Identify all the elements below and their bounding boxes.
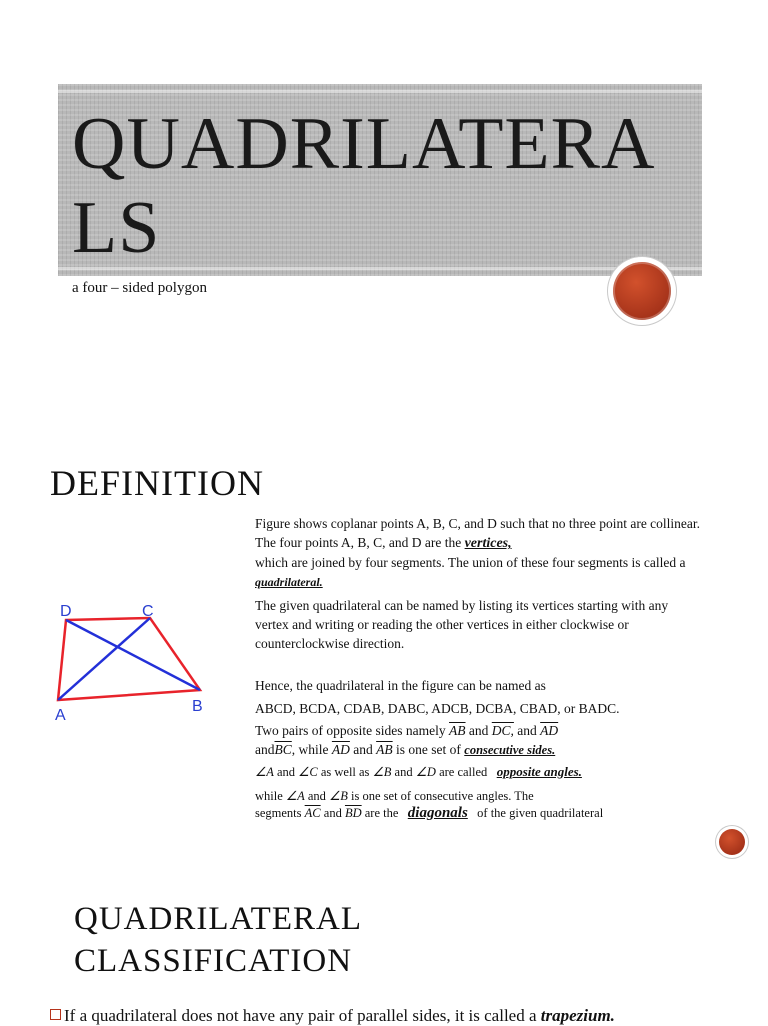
diagonal-ac xyxy=(58,618,150,700)
segment-ad-2: $\overline{AD}$ xyxy=(331,742,350,757)
slide-title: QUADRILATERALS xyxy=(72,103,656,269)
angle-d: ∠D xyxy=(415,765,436,779)
definition-paragraph-6 xyxy=(255,763,705,781)
p5-and-3: and xyxy=(255,742,275,757)
p5-while: , while xyxy=(291,742,329,757)
definition-paragraph-4: ABCD, BCDA, CDAB, DABC, ADCB, DCBA, CBAD, or BADC. xyxy=(255,701,620,716)
term-consecutive-sides: consecutive sides. xyxy=(464,743,556,757)
bullet-text: If a quadrilateral does not have any pair of parallel sides, it is called a xyxy=(64,1006,537,1025)
p5-and-4: and xyxy=(353,742,373,757)
decorative-circle-badge-small xyxy=(716,826,748,858)
term-vertices: vertices, xyxy=(464,536,512,551)
slide-subtitle: a four – sided polygon xyxy=(72,280,207,296)
p6-and-1: and xyxy=(276,765,296,779)
segment-ac: $\overline{AC}$ xyxy=(304,806,321,820)
p7-and-2: and xyxy=(323,806,342,820)
quadrilateral-diagram xyxy=(50,596,220,726)
definition-paragraph-1 xyxy=(255,514,705,592)
term-opposite-angles: opposite angles. xyxy=(496,764,582,779)
vertex-label-b: B xyxy=(192,698,203,715)
definition-heading: DEFINITION xyxy=(50,463,264,503)
p7-end: of the given quadrilateral xyxy=(477,806,604,820)
segment-dc: DC, xyxy=(491,723,514,738)
vertex-label-d: D xyxy=(60,603,72,620)
p7-while: while xyxy=(255,789,283,803)
diagonal-bd xyxy=(66,620,200,690)
segment-bd: $\overline{BD}$ xyxy=(344,806,362,820)
vertex-label-a: A xyxy=(55,707,66,724)
angle-a-2: ∠A xyxy=(285,789,305,803)
term-trapezium: trapezium. xyxy=(540,1006,615,1025)
segment-ab: $\overline{AB}$ xyxy=(449,723,466,738)
band-stripe-top xyxy=(58,90,702,93)
p5-and-2: and xyxy=(517,723,537,738)
definition-paragraph-3: Hence, the quadrilateral in the figure can be named as xyxy=(255,678,546,693)
term-diagonals: diagonals xyxy=(407,805,468,821)
p7-and-1: and xyxy=(307,789,326,803)
definition-paragraph-5 xyxy=(255,721,705,760)
p5-and-1: and xyxy=(468,723,489,738)
segment-ab-2: $\overline{AB}$ xyxy=(376,742,393,757)
p7-rest: is one set of consecutive angles. The xyxy=(351,789,534,803)
p1-text-b: which are joined by four segments. The union of these four segments is called a xyxy=(255,555,686,570)
term-quadrilateral: quadrilateral. xyxy=(255,575,323,589)
angle-c: ∠C xyxy=(298,765,318,779)
classification-bullet xyxy=(50,1006,615,1026)
segment-bc: $\overline{BC}$ xyxy=(274,742,292,757)
definition-paragraph-2: The given quadrilateral can be named by listing its vertices starting with any vertex and writing or reading the other vertices in either clockwise or counterclockwise direction. xyxy=(255,598,669,651)
segment-ad: $\overline{AD}$ xyxy=(540,723,559,738)
definition-paragraph-7 xyxy=(255,788,705,822)
p5-set: is one set of xyxy=(396,742,461,757)
p6-mid: as well as xyxy=(320,765,370,779)
p1-text-a: Figure shows coplanar points A, B, C, and D such that no three point are collinear. The four points A, B, C, and D are the xyxy=(255,516,701,550)
quadrilateral-sides xyxy=(58,618,200,700)
p5-text-a: Two pairs of opposite sides namely xyxy=(255,723,446,738)
vertex-label-c: C xyxy=(142,603,154,620)
p6-and-2: and xyxy=(394,765,413,779)
angle-b-2: ∠B xyxy=(329,789,348,803)
checkbox-bullet-icon xyxy=(50,1009,61,1020)
decorative-circle-badge xyxy=(608,257,676,325)
p7-are-the: are the xyxy=(364,806,399,820)
classification-heading: QUADRILATERAL CLASSIFICATION xyxy=(74,901,361,979)
p6-end: are called xyxy=(439,765,488,779)
angle-b: ∠B xyxy=(372,765,392,779)
p7-segments: segments xyxy=(255,806,302,820)
angle-a: ∠A xyxy=(255,765,274,779)
